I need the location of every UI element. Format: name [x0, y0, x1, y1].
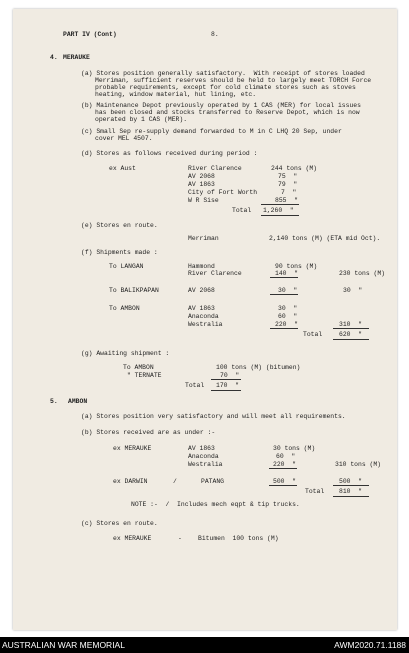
b-ship-2: Anaconda — [188, 453, 219, 460]
f-ship-4: AV 1863 — [188, 305, 215, 312]
para-4a-line4: heating, window material, hut lining, etc. — [95, 91, 257, 98]
b-rule-2 — [269, 485, 297, 486]
f-qty-3: 30 " — [278, 287, 298, 294]
b-total-value: 810 " — [339, 488, 363, 495]
g-total-value: 170 " — [216, 382, 240, 389]
d-ship-5: W R Sise — [188, 197, 219, 204]
b-subtotal-rule — [333, 485, 369, 486]
para-5c-title: (c) Stores en route. — [81, 520, 158, 527]
d-total-value: 1,260 " — [263, 207, 294, 214]
part-heading: PART IV (Cont) — [63, 31, 117, 38]
g-subtotal-rule — [211, 379, 241, 380]
f-ship-5: Anaconda — [188, 313, 219, 320]
footer-bar — [0, 637, 409, 653]
para-4e-title: (e) Stores en route. — [81, 222, 158, 229]
d-total-label: Total — [232, 207, 252, 214]
f-to-2: To BALIKPAPAN — [109, 287, 159, 294]
f-sub-1: 230 tons (M) — [339, 270, 386, 277]
f-sub-3: 310 " — [339, 321, 363, 328]
para-4b-line1: (b) Maintenance Depot previously operated by 1 CAS (MER) for local issues — [81, 102, 361, 109]
d-qty-5: 855 " — [275, 197, 299, 204]
d-ship-1: River Clarence — [188, 165, 242, 172]
section-4-title: MERAUKE — [63, 54, 90, 61]
d-qty-4: 7 " — [281, 189, 297, 196]
footer-source: AUSTRALIAN WAR MEMORIAL — [2, 640, 125, 650]
b-ex-2: ex DARWIN — [113, 478, 148, 485]
b-qty-3: 220 " — [273, 461, 297, 468]
f-subtotal-rule — [333, 328, 369, 329]
b-ship-4: PATANG — [201, 478, 225, 485]
f-ship-1: Hammond — [188, 263, 215, 270]
g-to-2: " TERNATE — [127, 372, 162, 379]
d-qty-3: 79 " — [278, 181, 298, 188]
f-qty-5: 60 " — [278, 313, 298, 320]
b-qty-2: 60 " — [276, 453, 296, 460]
para-4d-ex: ex Aust — [109, 165, 136, 172]
para-4d-title: (d) Stores as follows received during period : — [81, 150, 258, 157]
e-ship: Merriman — [188, 235, 219, 242]
b-ship-1: AV 1863 — [188, 445, 215, 452]
b-sub-2: 500 " — [339, 478, 363, 485]
g-qty-2: 70 " — [220, 372, 240, 379]
b-ship-3: Westralia — [188, 461, 223, 468]
note: NOTE :- / Includes mech eqpt & tip trucks. — [131, 501, 300, 508]
b-qty-4: 500 " — [273, 478, 297, 485]
para-4g-title: (g) Awaiting shipment : — [81, 350, 170, 357]
d-ship-2: AV 2068 — [188, 173, 215, 180]
para-4c-line2: cover MEL 4507. — [95, 135, 153, 142]
f-sub-2: 30 " — [343, 287, 363, 294]
d-qty-2: 75 " — [278, 173, 298, 180]
c-dash: - — [178, 535, 182, 542]
f-qty-4: 30 " — [278, 305, 298, 312]
para-4c-line1: (c) Small Sep re-supply demand forwarded to M in C LHQ 20 Sep, under — [81, 128, 342, 135]
page-number: 8. — [211, 31, 219, 38]
f-to-1: To LANGAN — [109, 263, 144, 270]
f-qty-2: 140 " — [275, 270, 299, 277]
section-5-number: 5. — [50, 398, 58, 405]
para-4b-line3: operated by 1 CAS (MER). — [95, 116, 188, 123]
section-4-number: 4. — [50, 54, 58, 61]
b-rule-1 — [269, 468, 297, 469]
d-ship-3: AV 1863 — [188, 181, 215, 188]
para-4a-line1: (a) Stores position generally satisfactory. With receipt of stores loaded — [81, 70, 365, 77]
para-5b-title: (b) Stores received are as under :- — [81, 429, 216, 436]
f-to-3: To AMBON — [109, 305, 140, 312]
d-total-rule — [261, 215, 299, 216]
f-qty-6: 220 " — [275, 321, 299, 328]
para-4f-title: (f) Shipments made : — [81, 249, 158, 256]
g-total-label: Total — [185, 382, 205, 389]
g-total-rule — [211, 390, 241, 391]
b-ex-1: ex MERAUKE — [113, 445, 152, 452]
d-subtotal-rule — [261, 204, 299, 205]
b-mark: / — [173, 478, 177, 485]
para-5a: (a) Stores position very satisfactory and will meet all requirements. — [81, 413, 346, 420]
d-qty-1: 244 tons (M) — [271, 165, 318, 172]
f-ship-6: Westralia — [188, 321, 223, 328]
b-total-label: Total — [305, 488, 325, 495]
f-ship-3: AV 2068 — [188, 287, 215, 294]
para-4b-line2: has been closed and stocks transferred to Reserve Depot, which is now — [95, 109, 360, 116]
g-to-1: To AMBON — [123, 364, 154, 371]
f-rule-1 — [270, 277, 298, 278]
b-sub-1: 310 tons (M) — [335, 461, 382, 468]
f-rule-2 — [270, 294, 298, 295]
b-total-rule — [333, 496, 369, 497]
f-total-label: Total — [303, 331, 323, 338]
document-page — [13, 9, 397, 630]
d-ship-4: City of Fort Worth — [188, 189, 258, 196]
c-ex: ex MERAUKE — [113, 535, 152, 542]
section-5-title: AMBON — [68, 398, 88, 405]
f-ship-2: River Clarence — [188, 270, 242, 277]
f-rule-3 — [270, 328, 298, 329]
footer-reference: AWM2020.71.1188 — [334, 640, 406, 650]
e-qty: 2,140 tons (M) (ETA mid Oct). — [269, 235, 381, 242]
para-4a-line2: Merriman, sufficient reserves should be held to largely meet TORCH Force — [95, 77, 372, 84]
b-qty-1: 30 tons (M) — [273, 445, 316, 452]
f-qty-1: 90 tons (M) — [275, 263, 318, 270]
g-qty-1: 100 tons (M) (bitumen) — [216, 364, 301, 371]
para-4a-line3: probable requirements, except for cold climate stores such as stoves — [95, 84, 356, 91]
f-total-value: 620 " — [339, 331, 363, 338]
c-item: Bitumen 100 tons (M) — [198, 535, 279, 542]
f-total-rule — [333, 339, 369, 340]
